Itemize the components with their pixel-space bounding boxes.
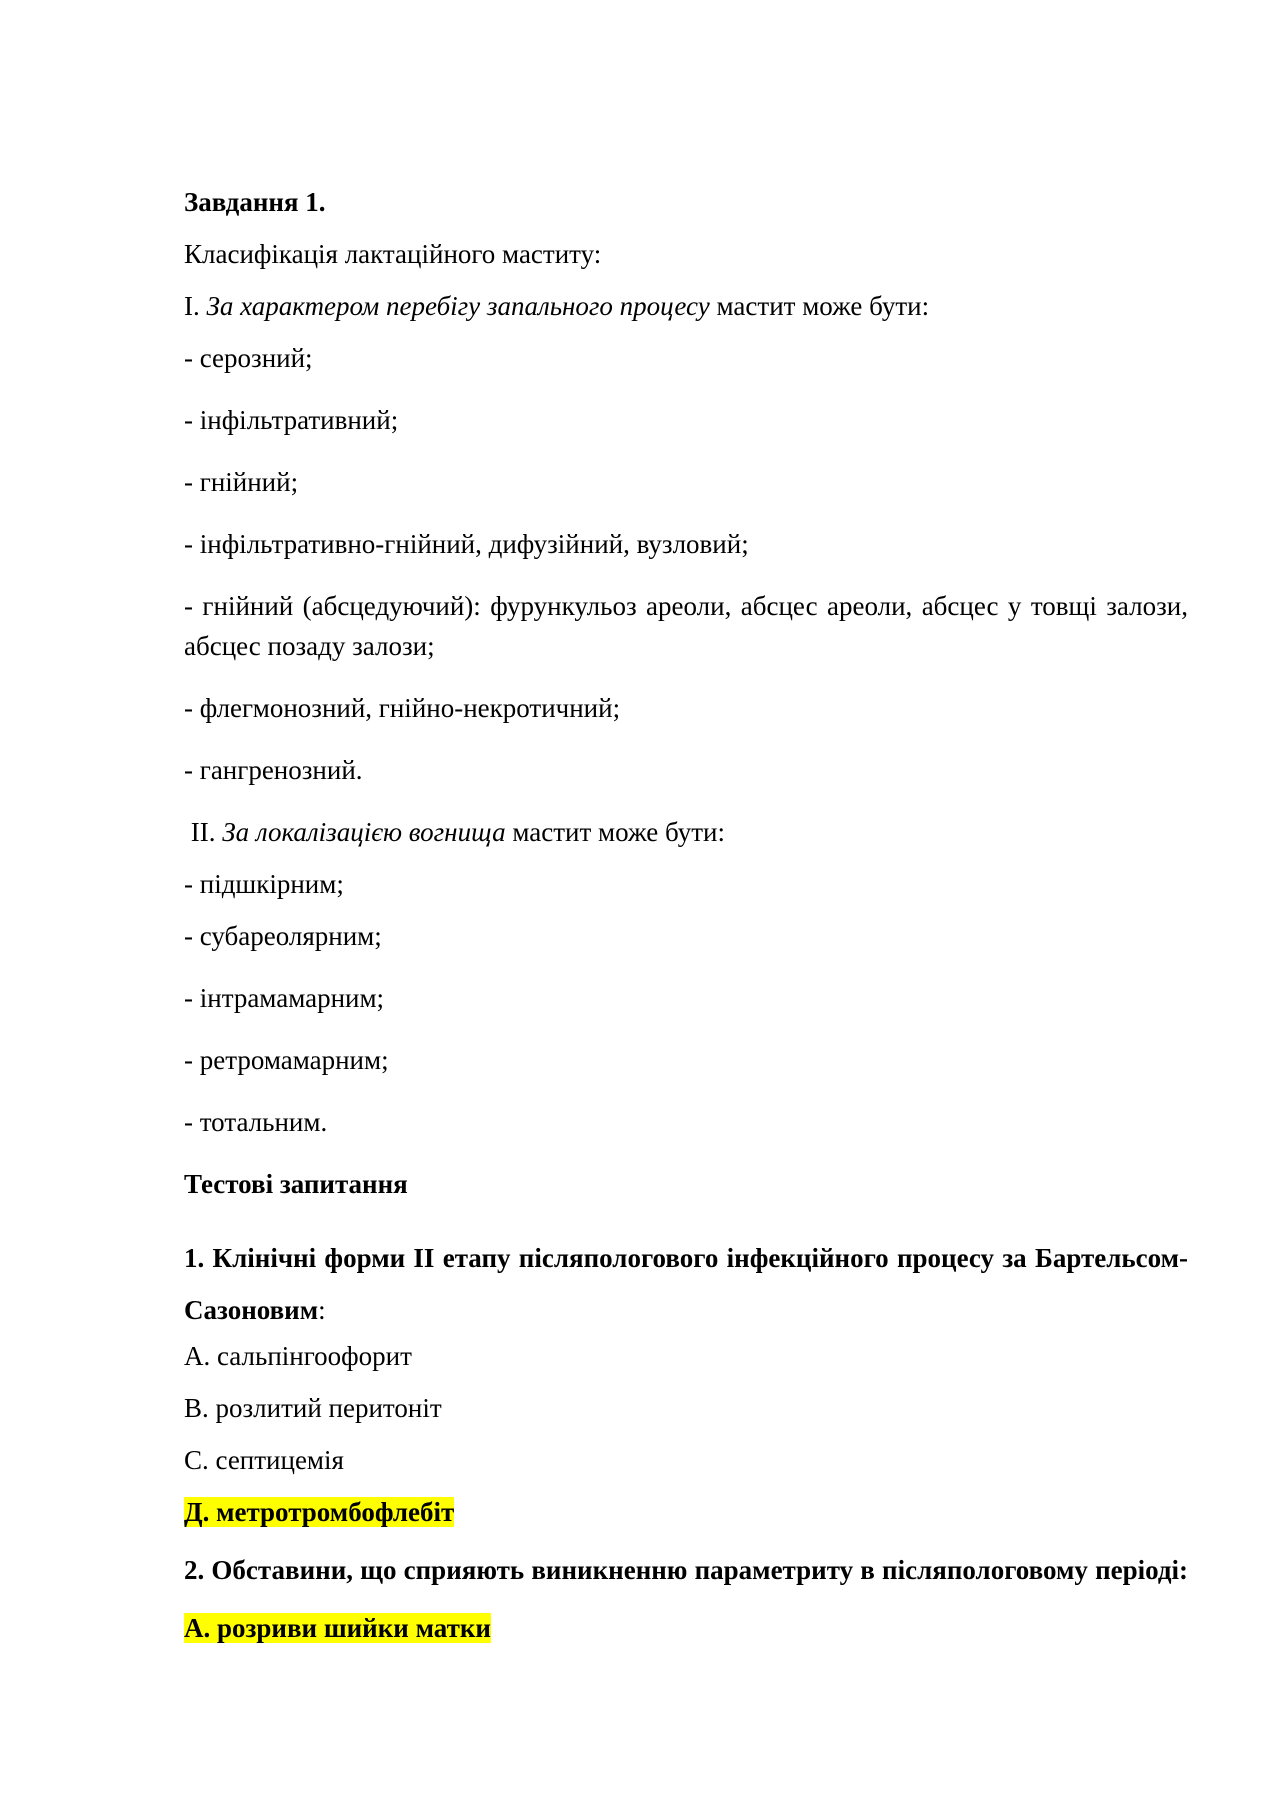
list-item-subcutaneous: - підшкірним; — [184, 869, 344, 899]
question-1 — [184, 1232, 1188, 1336]
q1-correct-answer — [184, 1492, 1188, 1532]
section-1-criterion: За характером перебігу запального процесу — [206, 291, 710, 321]
section-1-number: I. — [184, 291, 207, 321]
list-item-subareolar: - субареолярним; — [184, 921, 382, 951]
list-item-infiltrative-purulent: - інфільтративно-гнійний, дифузійний, вузловий; — [184, 529, 749, 559]
list-item-total: - тотальним. — [184, 1107, 328, 1137]
section-2-criterion: За локалізацією вогнища — [222, 817, 506, 847]
document-content — [184, 182, 1188, 1648]
section-2-tail: мастит може бути: — [505, 817, 725, 847]
section-2-number: II. — [184, 817, 223, 847]
section-2-title — [184, 812, 1188, 852]
task-heading: Завдання 1. — [184, 187, 326, 217]
classification-intro: Класифікація лактаційного маститу: — [184, 239, 602, 269]
question-1-colon: : — [318, 1295, 326, 1325]
q2-answer-highlight: А. розриви шийки матки — [184, 1613, 491, 1643]
list-item-intramammary: - інтрамамарним; — [184, 983, 385, 1013]
tests-heading: Тестові запитання — [184, 1169, 408, 1199]
list-item-infiltrative: - інфільтративний; — [184, 405, 399, 435]
q1-answer-highlight: Д. метротромбофлебіт — [184, 1497, 455, 1527]
list-item-retromammary: - ретромамарним; — [184, 1045, 389, 1075]
question-2: 2. Обставини, що сприяють виникненню параметриту в післяпологовому періоді: — [184, 1555, 1188, 1585]
q1-option-a: А. сальпінгоофорит — [184, 1341, 412, 1371]
section-1-tail: мастит може бути: — [709, 291, 930, 321]
q2-correct-answer — [184, 1608, 1188, 1648]
q1-option-b: В. розлитий перитоніт — [184, 1393, 442, 1423]
list-item-serous: - серозний; — [184, 343, 313, 373]
q1-option-c: С. септицемія — [184, 1445, 344, 1475]
question-1-text: 1. Клінічні форми II етапу післяпологового інфекційного процесу за Бартельсом-Сазоновим — [184, 1243, 1188, 1325]
section-1-title — [184, 286, 1188, 326]
list-item-abscess: - гнійний (абсцедуючий): фурункульоз ареоли, абсцес ареоли, абсцес у товщі залози, абсцес позаду залози; — [184, 591, 1188, 661]
list-item-gangrenous: - гангренозний. — [184, 755, 363, 785]
list-item-phlegmonous: - флегмонозний, гнійно-некротичний; — [184, 693, 621, 723]
list-item-purulent: - гнійний; — [184, 467, 299, 497]
